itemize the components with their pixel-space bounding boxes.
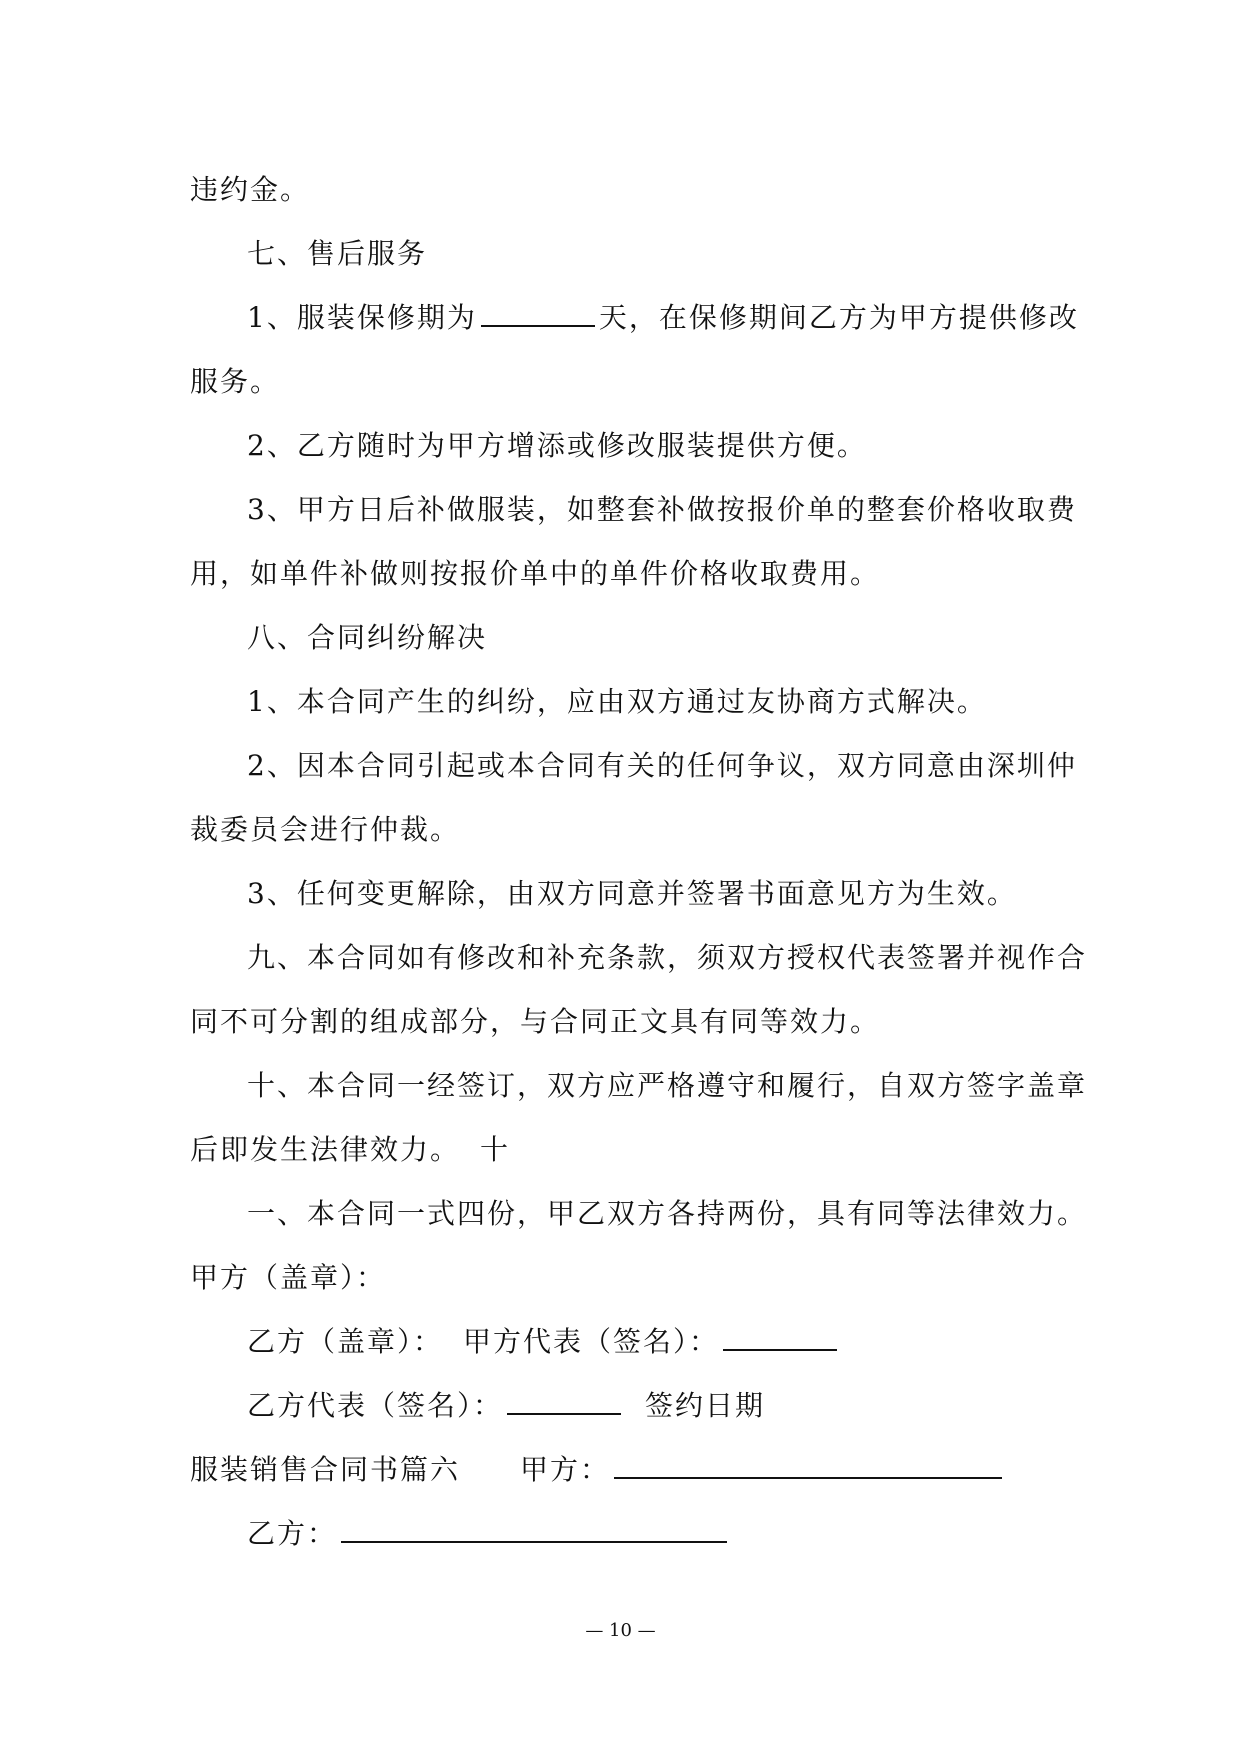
document-body: [190, 158, 1088, 1566]
text-line: 同不可分割的组成部分，与合同正文具有同等效力。: [190, 1005, 881, 1038]
text-line: 裁委员会进行仲裁。: [190, 813, 461, 846]
text-segment: 十: [480, 1133, 511, 1166]
text-line: 3、甲方日后补做服装，如整套补做按报价单的整套价格收取费: [247, 493, 1077, 526]
text-line: [190, 1118, 1070, 1182]
text-segment: 1、服装保修期为: [247, 301, 477, 334]
text-line: 服务。: [190, 365, 281, 398]
text-segment: 甲方：: [520, 1453, 611, 1486]
text-line: 用，如单件补做则按报价单中的单件价格收取费用。: [190, 557, 881, 590]
signature-line: [190, 1374, 1070, 1438]
text-segment: 签约日期: [645, 1389, 766, 1422]
text-segment: 甲方代表（签名）：: [463, 1325, 720, 1358]
text-segment: 后即发生法律效力。: [190, 1133, 461, 1166]
text-line: 2、乙方随时为甲方增添或修改服装提供方便。: [247, 429, 867, 462]
text-line: 3、任何变更解除，由双方同意并签署书面意见方为生效。: [247, 877, 1017, 910]
blank-field: [723, 1319, 837, 1351]
blank-field: [507, 1383, 621, 1415]
blank-field: [481, 295, 595, 327]
text-line: 2、因本合同引起或本合同有关的任何争议，双方同意由深圳仲: [247, 749, 1077, 782]
section-heading: 七、售后服务: [247, 237, 428, 270]
text-segment: 乙方（盖章）：: [247, 1325, 444, 1358]
signature-line: [190, 1310, 1070, 1374]
blank-field: [341, 1511, 727, 1543]
page-number: — 10 —: [585, 1620, 656, 1641]
text-line: [190, 1438, 1070, 1502]
text-line: [190, 1502, 1070, 1566]
signature-line: 甲方（盖章）：: [190, 1261, 387, 1294]
text-segment: 天，在保修期间乙方为甲方提供修改: [598, 301, 1079, 334]
text-line: 一、本合同一式四份，甲乙双方各持两份，具有同等法律效力。: [247, 1197, 1088, 1230]
text-line: 九、本合同如有修改和补充条款，须双方授权代表签署并视作合: [247, 941, 1088, 974]
text-line: 十、本合同一经签订，双方应严格遵守和履行，自双方签字盖章: [247, 1069, 1088, 1102]
text-segment: 服装销售合同书篇六: [190, 1453, 461, 1486]
text-segment: 乙方：: [247, 1517, 338, 1550]
section-heading: 八、合同纠纷解决: [247, 621, 488, 654]
text-line: 违约金。: [190, 173, 311, 206]
text-segment: 乙方代表（签名）：: [247, 1389, 504, 1422]
text-line: 1、本合同产生的纠纷，应由双方通过友协商方式解决。: [247, 685, 987, 718]
blank-field: [614, 1447, 1002, 1479]
text-line: [190, 286, 1079, 350]
